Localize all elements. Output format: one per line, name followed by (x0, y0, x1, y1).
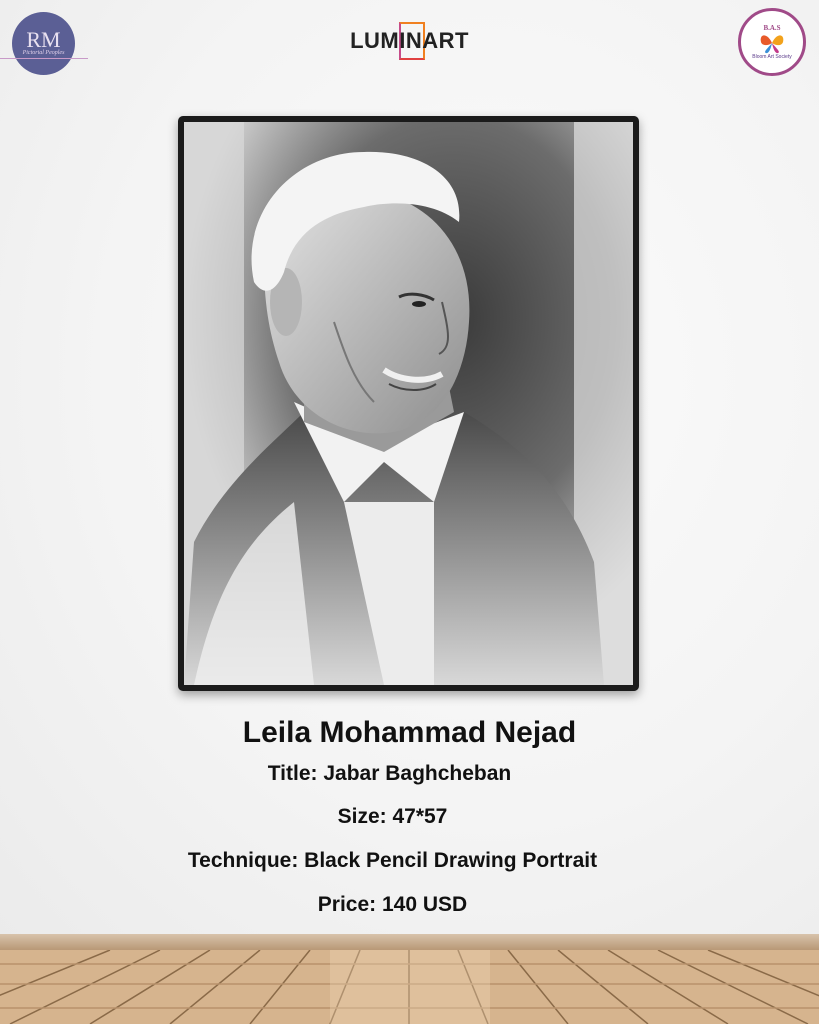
wood-floor (0, 950, 819, 1024)
artwork-price: Price: 140 USD (317, 893, 468, 916)
artwork-frame (178, 116, 639, 691)
artist-name: Leila Mohammad Nejad (242, 716, 577, 749)
luminart-logo: LUMINART (350, 28, 469, 53)
rm-logo-text: RM (26, 26, 61, 52)
butterfly-icon (757, 32, 787, 54)
portrait-drawing (184, 122, 633, 685)
bas-logo-bottom: Bloom Art Society (752, 54, 792, 60)
artwork-technique: Technique: Black Pencil Drawing Portrait (187, 849, 598, 872)
artwork-title: Title: Jabar Baghcheban (267, 762, 512, 785)
floor-baseboard (0, 934, 819, 950)
bas-logo-top: B.A.S (763, 24, 781, 32)
artwork-size: Size: 47*57 (337, 805, 448, 828)
rm-logo-underline (0, 58, 88, 59)
bas-logo (738, 8, 806, 76)
rm-logo-subtext: Pictorial Peoples (22, 50, 65, 56)
